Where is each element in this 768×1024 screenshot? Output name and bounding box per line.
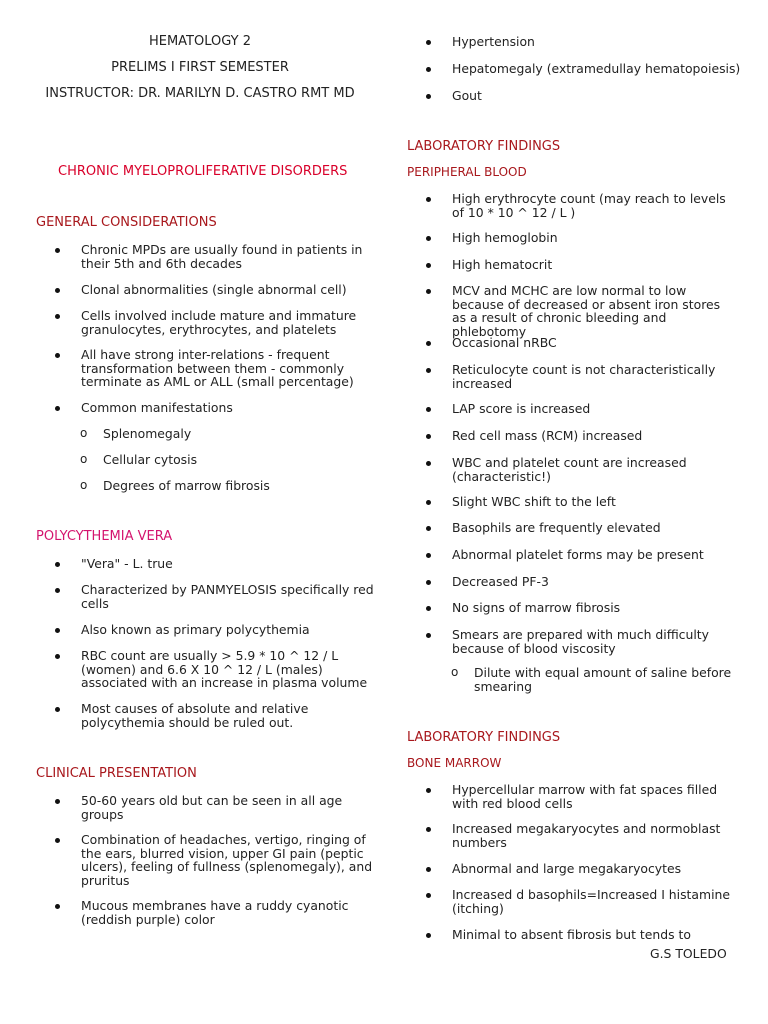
bullet-icon <box>55 904 60 909</box>
general-heading: GENERAL CONSIDERATIONS <box>36 215 217 230</box>
bullet-icon <box>55 288 60 293</box>
doc-title: HEMATOLOGY 2 <box>148 34 252 49</box>
bullet-icon <box>426 526 431 531</box>
bullet-icon <box>426 633 431 638</box>
bullet-icon <box>55 588 60 593</box>
bullet-icon <box>426 461 431 466</box>
bullet-icon <box>426 368 431 373</box>
bullet-icon <box>426 553 431 558</box>
bullet-icon <box>426 236 431 241</box>
bullet-icon <box>426 263 431 268</box>
bullet-icon <box>55 562 60 567</box>
bullet-icon <box>426 580 431 585</box>
bullet-icon <box>55 314 60 319</box>
bullet-icon <box>426 434 431 439</box>
bullet-icon <box>426 788 431 793</box>
lab1-heading: LABORATORY FINDINGS <box>407 139 561 154</box>
bullet-icon <box>426 40 431 45</box>
bullet-icon <box>426 341 431 346</box>
bullet-icon <box>55 406 60 411</box>
bullet-icon <box>426 289 431 294</box>
lab2-subheading: BONE MARROW <box>407 756 502 770</box>
bullet-icon <box>426 67 431 72</box>
bullet-icon <box>55 654 60 659</box>
bullet-icon <box>426 827 431 832</box>
bullet-icon <box>426 500 431 505</box>
bullet-icon <box>426 933 431 938</box>
bullet-icon <box>55 838 60 843</box>
bullet-icon <box>426 893 431 898</box>
bullet-icon <box>55 799 60 804</box>
bullet-icon <box>426 867 431 872</box>
clinical-heading: CLINICAL PRESENTATION <box>36 766 197 781</box>
bullet-icon <box>55 707 60 712</box>
doc-instructor: INSTRUCTOR: DR. MARILYN D. CASTRO RMT MD <box>45 86 355 101</box>
doc-term: PRELIMS I FIRST SEMESTER <box>111 60 289 75</box>
bullet-icon <box>426 606 431 611</box>
bullet-icon <box>55 353 60 358</box>
lab2-heading: LABORATORY FINDINGS <box>407 730 561 745</box>
bullet-icon <box>426 197 431 202</box>
bullet-icon <box>55 248 60 253</box>
lab1-subheading: PERIPHERAL BLOOD <box>407 165 527 179</box>
main-title: CHRONIC MYELOPROLIFERATIVE DISORDERS <box>58 164 348 179</box>
pv-heading: POLYCYTHEMIA VERA <box>36 529 173 544</box>
bullet-icon <box>55 628 60 633</box>
bullet-icon <box>426 94 431 99</box>
footer-author: G.S TOLEDO <box>650 946 727 961</box>
bullet-icon <box>426 407 431 412</box>
